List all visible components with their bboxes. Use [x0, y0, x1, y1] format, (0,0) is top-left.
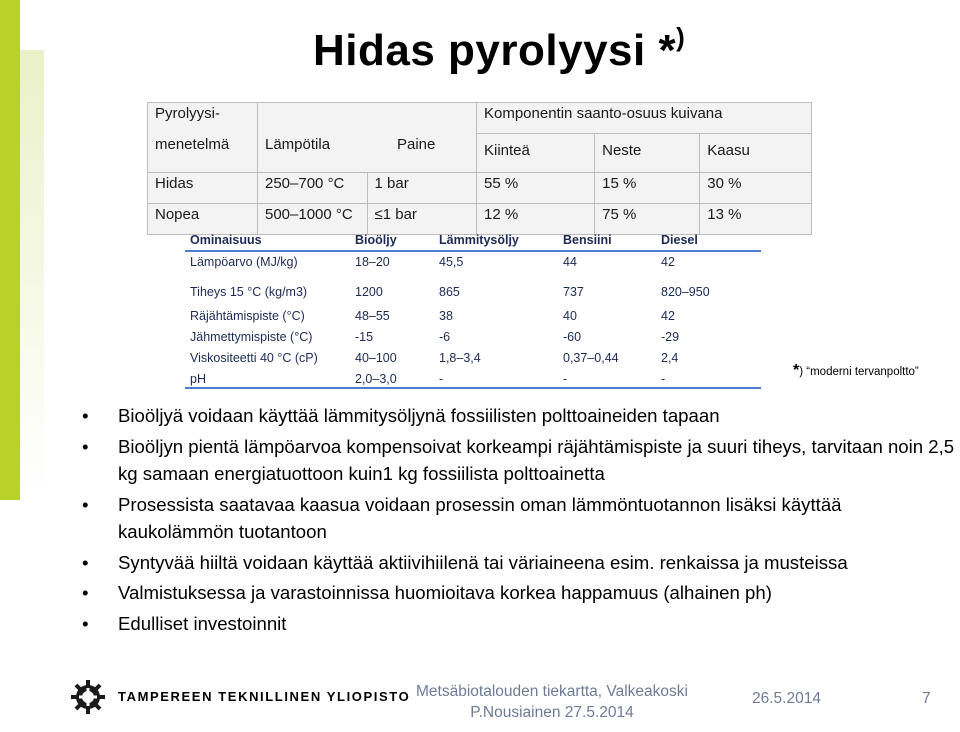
table-cell: 42: [661, 255, 675, 269]
list-item: [82, 579, 960, 607]
table-row: [185, 342, 761, 363]
table-cell: 737: [563, 285, 584, 299]
fuel-table-header: [185, 230, 761, 252]
table-cell: -: [661, 372, 666, 386]
list-item-text: Bioöljyä voidaan käyttää lämmitysöljynä fossiilisten polttoaineiden tapaan: [118, 405, 720, 426]
table-cell: Hidas: [148, 173, 258, 204]
table-row: [185, 276, 761, 300]
table-cell: 0,37–0,44: [563, 351, 619, 365]
list-item-text: Prosessista saatavaa kaasua voidaan prosessin oman lämmöntuotannon lisäksi käyttää kaukolämmön tuotantoon: [118, 493, 842, 542]
list-item-text: Bioöljyn pientä lämpöarvoa kompensoivat korkeampi räjähtämispiste ja suuri tiheys, tarvitaan noin 2,5 kg samaan energiatuottoon kuin1 kg fossiilista polttoainetta: [118, 435, 955, 484]
table-cell: 13 %: [700, 204, 812, 235]
table-cell: 40: [563, 309, 577, 323]
footer-date: 26.5.2014: [752, 690, 821, 707]
table-cell: -29: [661, 330, 680, 344]
accent-bar-fade: [20, 50, 44, 500]
table-cell: 38: [439, 309, 453, 323]
list-item: [82, 610, 960, 638]
bullet-icon: •: [82, 612, 89, 634]
header-cell: [367, 103, 477, 134]
header-cell: Bensiini: [563, 233, 612, 247]
university-name: TAMPEREEN TEKNILLINEN YLIOPISTO: [118, 689, 411, 704]
table-cell: 30 %: [700, 173, 812, 204]
accent-bar: [0, 0, 46, 500]
list-item: [82, 402, 960, 430]
bullet-icon: •: [82, 435, 89, 457]
list-item-text: Syntyvää hiiltä voidaan käyttää aktiivihiilenä tai väriaineena esim. renkaissa ja musteissa: [118, 551, 848, 573]
table-cell: Lämpöarvo (MJ/kg): [190, 255, 298, 269]
bullet-icon: •: [82, 493, 89, 515]
footer-caption-line2: P.Nousiainen 27.5.2014: [470, 704, 634, 721]
footnote-text: ) “moderni tervanpoltto”: [799, 366, 919, 378]
table-row: [148, 173, 812, 204]
header-cell: Ominaisuus: [190, 233, 262, 247]
table-cell: Tiheys 15 °C (kg/m3): [190, 285, 308, 299]
table-cell: 40–100: [355, 351, 397, 365]
page-number: 7: [922, 690, 931, 707]
header-cell: Lämmitysöljy: [439, 233, 519, 247]
bullet-list: [82, 402, 960, 640]
table-cell: 55 %: [477, 173, 595, 204]
table-cell: 2,0–3,0: [355, 372, 397, 386]
table-cell: 820–950: [661, 285, 710, 299]
slide-title: [313, 22, 686, 76]
table-cell: 18–20: [355, 255, 390, 269]
table-cell: 500–1000 °C: [258, 204, 368, 235]
table-cell: 44: [563, 255, 577, 269]
pyrolysis-table-header-1: [148, 103, 812, 134]
header-cell-group: Komponentin saanto-osuus kuivana: [477, 103, 812, 134]
table-row: [185, 321, 761, 342]
table-cell: 75 %: [595, 204, 700, 235]
gear-logo-icon: [70, 679, 106, 715]
header-cell: [258, 103, 368, 134]
header-cell: Diesel: [661, 233, 698, 247]
bullet-icon: •: [82, 582, 89, 603]
list-item: [82, 433, 960, 488]
table-cell: -15: [355, 330, 374, 344]
table-cell: 48–55: [355, 309, 390, 323]
footer-caption-line1: Metsäbiotalouden tiekartta, Valkeakoski: [416, 683, 688, 700]
table-cell: 15 %: [595, 173, 700, 204]
pyrolysis-table-header-2: [148, 134, 812, 173]
header-cell: Bioöljy: [355, 233, 397, 247]
slide-title-text: Hidas pyrolyysi *: [313, 26, 677, 75]
footnote-star: *: [793, 362, 800, 379]
table-cell: -60: [563, 330, 582, 344]
accent-bar-green: [0, 0, 20, 500]
table-cell: -6: [439, 330, 451, 344]
table-cell: ≤1 bar: [367, 204, 477, 235]
header-cell: Pyrolyysi-: [148, 103, 258, 134]
table-cell: 1 bar: [367, 173, 477, 204]
table-row: [185, 300, 761, 321]
header-cell: Lämpötila: [258, 134, 368, 173]
header-cell: Neste: [595, 134, 700, 173]
pyrolysis-table: [147, 102, 812, 235]
table-cell: Viskositeetti 40 °C (cP): [190, 351, 318, 365]
fuel-properties-table: [185, 230, 761, 389]
table-cell: 1,8–3,4: [439, 351, 481, 365]
footer-caption: [407, 681, 697, 723]
header-cell: Kaasu: [700, 134, 812, 173]
footnote: [793, 362, 919, 380]
table-cell: Nopea: [148, 204, 258, 235]
table-cell: 1200: [355, 285, 383, 299]
list-item-text: Edulliset investoinnit: [118, 612, 287, 634]
table-cell: pH: [190, 372, 206, 386]
header-cell: Kiinteä: [477, 134, 595, 173]
table-cell: 12 %: [477, 204, 595, 235]
bullet-icon: •: [82, 551, 89, 573]
bullet-icon: •: [82, 405, 89, 426]
table-row: [185, 363, 761, 389]
header-cell: Paine: [367, 134, 477, 173]
table-cell: Räjähtämispiste (°C): [190, 309, 305, 323]
table-cell: -: [563, 372, 568, 386]
table-cell: 250–700 °C: [258, 173, 368, 204]
table-cell: 42: [661, 309, 675, 323]
slide-title-sup: ): [676, 22, 686, 52]
header-cell: menetelmä: [148, 134, 258, 173]
table-cell: 865: [439, 285, 460, 299]
table-row: [185, 252, 761, 276]
list-item-text: Valmistuksessa ja varastoinnissa huomioitava korkea happamuus (alhainen ph): [118, 582, 772, 603]
table-cell: -: [439, 372, 444, 386]
list-item: [82, 491, 960, 546]
list-item: [82, 549, 960, 577]
table-cell: Jähmettymispiste (°C): [190, 330, 313, 344]
table-cell: 2,4: [661, 351, 679, 365]
table-cell: 45,5: [439, 255, 464, 269]
